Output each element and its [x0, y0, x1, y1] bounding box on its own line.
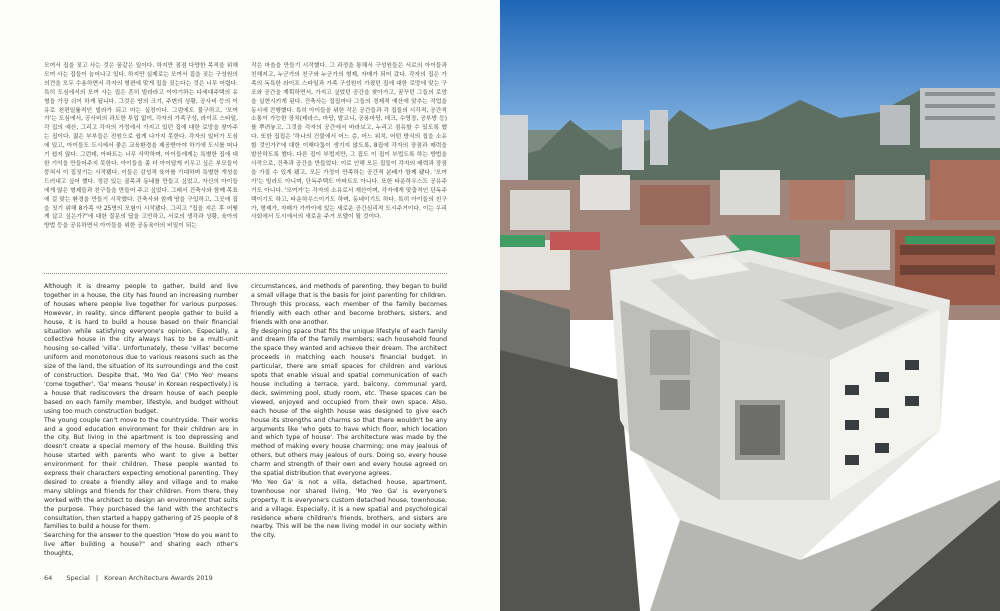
korean-text-column-left [44, 62, 238, 268]
section-divider [44, 273, 447, 274]
background-tower [500, 115, 528, 190]
english-paragraph-left: Although it is dreamy people to gather, build and live together in a house, the city has found an increasing number of houses where people live together for various purposes. However, in reality, since different people gather to build a house, it is hard to build a house based on their financial situation while satisfying everyone's opinion. Especially, a collective house in the city always has to be a multi-unit housing so-called 'villa'. Unfortunately, these 'villas' become uniform and monotonous due to various reasons such as the size of the land, the situation of its surroundings and the cost of construction. Despite that, 'Mo Yeo Ga' ('Mo Yeo' means 'come together', 'Ga' means 'house' in Korean respectively.) is a house that rediscovers the dream house of each people based on each family member, lifestyle, and budget without using too much construction budget. The young couple can't move to the countryside. Their works and a good education environment for their children are in the city. But living in the apartment is too depressing and doesn't create a special memory of the house. Building this house started with parents who want to give a better environment for their children. These people wanted to express their characters expecting emotional parenting. They desired to create a friendly alley and village and to make many siblings and friends for their children. From there, they worked with the architect to design an environment that suits the purpose. They purchased the land with the architect's consultation, then started a happy gathering of 25 people of 8 families to build a house for them. Searching for the answer to the question "How do you want to live after building a house?" and sharing each other's thoughts, [44, 283, 238, 558]
page-number: 64 [44, 574, 53, 582]
building-photo [500, 0, 1000, 611]
footer-separator: | [95, 574, 99, 582]
korean-text-column-right [251, 62, 447, 268]
korean-paragraph-left: 모여서 집을 짓고 사는 것은 꿈같은 일이다. 하지만 점점 다양한 목적을 위해 모여 사는 집들이 늘어나고 있다. 하지만 실제로는 모여서 집을 짓는 구성원의 의견을 모두 수용하면서 각자의 형편에 맞게 집을 짓는다는 것은 너무 어렵다. 특히 도심에서의 모여 사는 집은 흔히 빌라라고 이야기하는 다세대주택의 유형을 가장 쉬이 하게 됩니다. 그것은 땅의 크기, 주변의 상황, 공사비 등의 이유로 천편일률적인 빌라가 되고 마는 실정이다. 그럼에도 불구하고, '모여가'는 도심에서, 공사비의 과도한 투입 없이, 각자의 가족구성, 라이프 스타일, 각 집의 예산, 그리고 각자의 가정에서 가지고 있던 집에 대한 로망을 찾아주는 집이다. 젊은 부부들은 전원으로 쉽게 나가지 못한다. 각자의 일터가 도심에 있고, 아이들도 도시에서 좋은 교육환경을 제공받아야 하기에 도시를 떠나기 쉽지 않다. 그런데, 아파트는 너무 삭막하며, 아이들에게는 특별한 집에 대한 기억을 만들어주지 못한다. 아이들을 좀 더 아이답게 키우고 싶은 부모들이 뭉쳐서 이 집짓기는 시작됐다. 이들은 감성적 육아를 기대하며 특별한 개성을 드러내고 싶어 했다. 정감 있는 골목과 동네를 만들고 싶었고, 자신의 아이들에게 많은 형제들과 친구들을 만들어 주고 싶었다. 그래서 건축사와 함께 목표에 걸 맞는 환경을 만들기 시작했다. 건축사와 함께 땅을 구입하고, 그곳에 집을 짓기 위해 8가족 약 25명의 모험이 시작됐다. 그리고 "집을 지은 후 어떻게 살고 싶은가?"에 대한 질문의 답을 고민하고, 서로의 생각과 상황, 육아의 방법 등을 공유하면서 아이들을 위한 공동육아의 비밀이 되는 [44, 63, 238, 230]
korean-paragraph-right: 작은 마을을 만들기 시작했다. 그 과정을 통해서 구성원들은 서로의 아이들과 친해지고, 누군가의 친구와 누군가의 형제, 자매가 되어 갔다. 각자의 집은 가족의 독특한 라이프 스타일과 가족 구성원이 가졌던 집에 대한 로망에 맞는 구조와 공간을 계획하면서, 가지고 싶었던 공간을 찾아가고, 꿈꾸던 그들의 로망을 실현시키게 된다. 건축사는 집집마다 그들의 경제적 예산에 맞추는 작업을 동시에 진행했다. 특히 아이들을 위한 작은 공간들과 각 집들의 시각적, 공간적 소통이 가능한 장치(테라스, 마당, 발코니, 공용마당, 데크, 수영장, 공부방 등)를 뿌려놓고, 그것을 각자의 공간에서 바라보고, 누리고 점유할 수 있도록 했다. 또한 집집은 '하나의 건물에서 어느 층, 어느 위치, 어떤 방식의 집을 소유할 것인가?'에 대한 이해다툼이 생기지 않도록, 8집에 각자의 장점과 매력을 발산하도록 했다. 다른 집이 부럽지만, 그 집도 이 집이 부럽도록 하는 방법을 사작으로, 건축과 공간을 만들었다. 이로 인해 모든 집들이 각자의 매력과 장점을 가질 수 있게 됐고, 모든 가정이 만족하는 공간적 분배가 함께 됐다. '모여가'는 빌라도 아니며, 단독주택도 아파트도 아니다. 또한 타운하우스도 공유주거도 아니다. '모여가'는 각자의 소유로서 재산이며, 각자에게 맞춤적인 단독주택이기도 하고, 타운하우스이기도 하며, 동네이기도 하다. 특히 아이들의 친구가, 형제가, 자매가 가까이에 있는 새로운 공간심리적 도시주거이다. 이는 우리 사회에서 도시에서의 새로운 주거 모델이 될 것이다. [251, 63, 447, 221]
english-text-column-right [251, 283, 447, 545]
english-paragraph-right: circumstances, and methods of parenting, they began to build a small village that is the basis for joint parenting for children. Through this process, each member of the family becomes friendly with each other and become brothers, sisters, and friends with one another. By designing space that fits the unique lifestyle of each family and dream life of the family members; each household found the space they wanted and achieve their dream. The architect proceeds in matching each house's financial budget. In particular, there are small spaces for children and various spots that enable visual and spatial communication of each house including a terrace, yard, balcony, communal yard, deck, swimming pool, study room, etc. These spaces can be viewed, enjoyed and occupied from their own space. Also, each house of the eighth house was designed to give each house its strengths and charms so that there wouldn't be any arguments like 'who gets to have which floor, which location and which type of house'. The architecture was made by the method of making every house charming; one may jealous of others, but others may jealous of ours. Doing so, every house charm and strength of their own and every house agreed on the spatial distribution that everyone agrees. 'Mo Yeo Ga' is not a villa, detached house, apartment, townhouse nor shared living. 'Mo Yeo Ga' is everyone's property. It is everyone's custom detached house, townhouse, and a village. Especially, it is a new spatial and psychological residence where children's friends, brothers, and sisters are nearby. This will be the new living model in our society within the city. [251, 283, 447, 540]
publication-title: Korean Architecture Awards 2019 [104, 574, 213, 582]
english-text-column-left [44, 283, 238, 558]
section-label: Special [66, 574, 90, 582]
page-footer [44, 574, 225, 582]
